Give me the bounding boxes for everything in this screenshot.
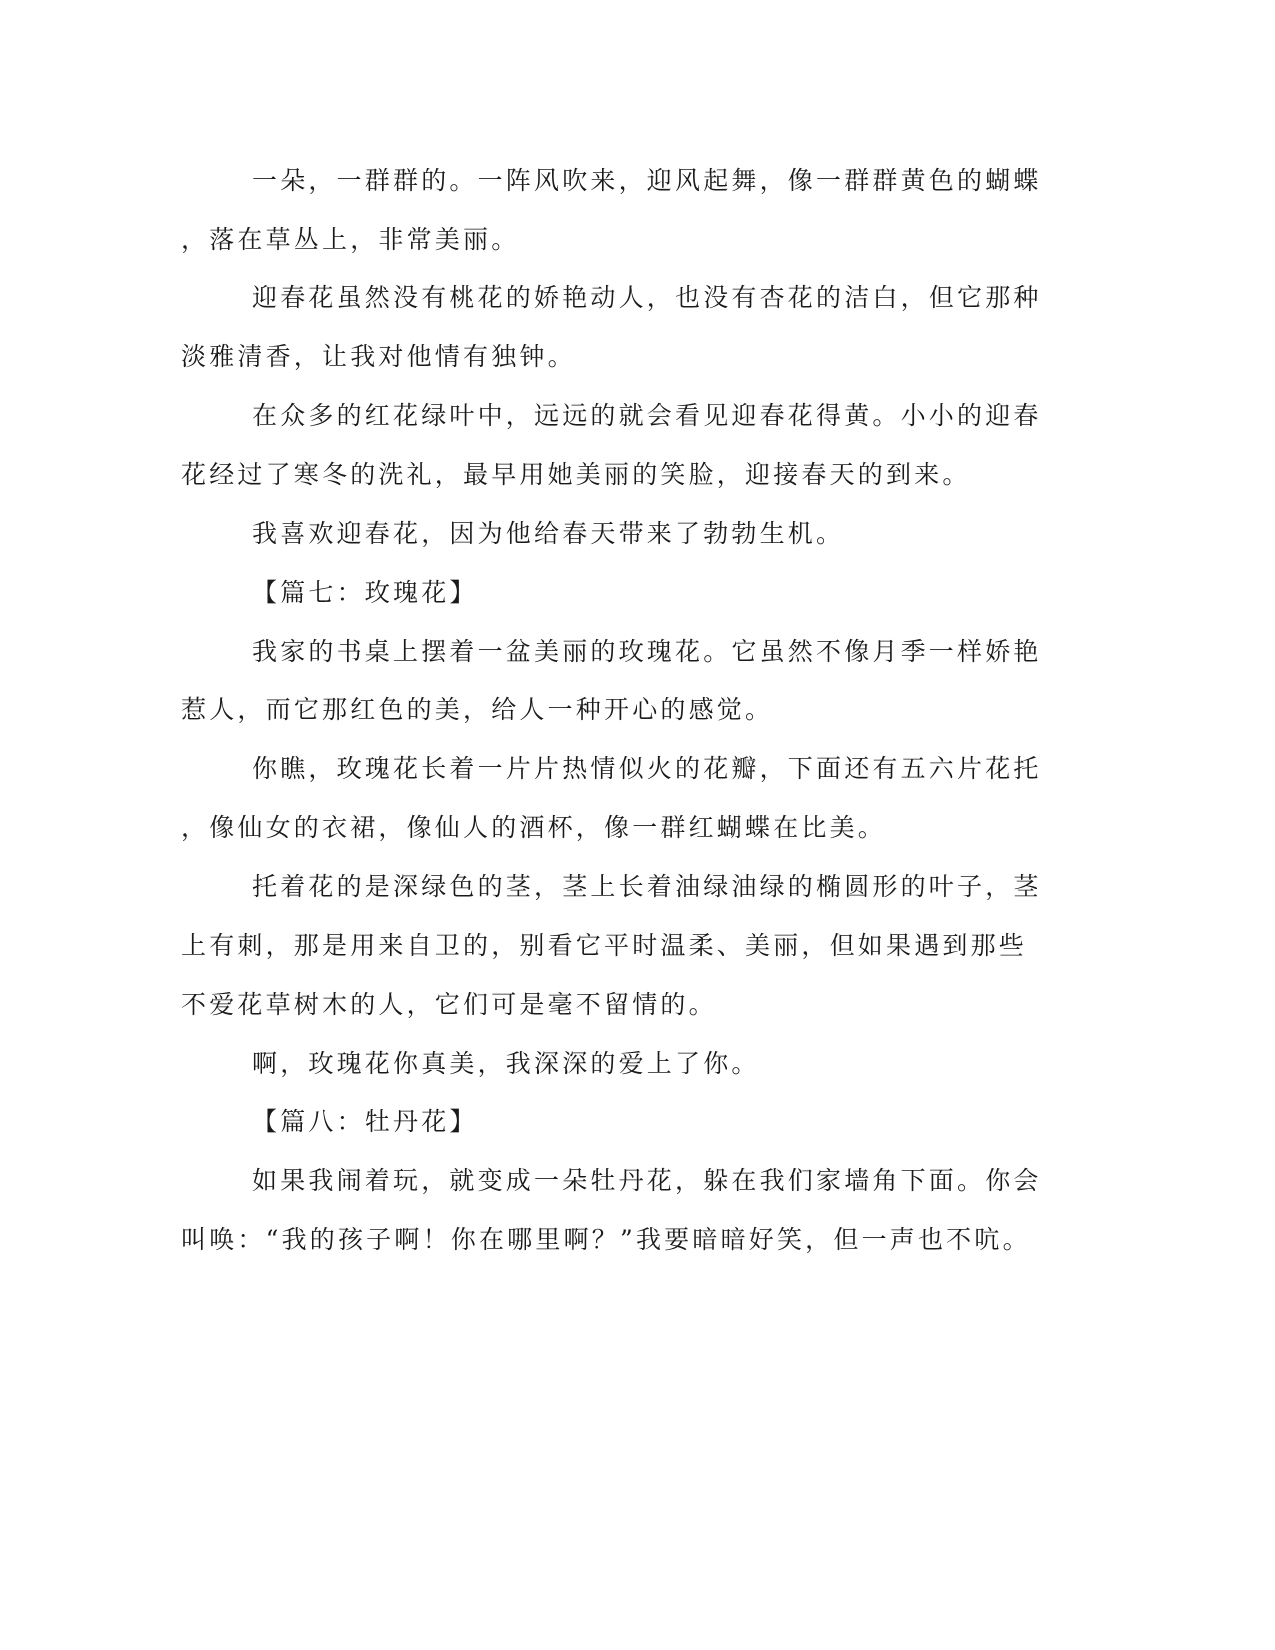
paragraph-line: 如果我闹着玩，就变成一朵牡丹花，躲在我们家墙角下面。你会 <box>252 1166 1042 1195</box>
paragraph-line: 一朵，一群群的。一阵风吹来，迎风起舞，像一群群黄色的蝴蝶 <box>252 166 1042 195</box>
paragraph-line: 你瞧，玫瑰花长着一片片热情似火的花瓣，下面还有五六片花托 <box>252 754 1042 783</box>
paragraph-line: 啊，玫瑰花你真美，我深深的爱上了你。 <box>252 1049 760 1078</box>
paragraph-line: 淡雅清香，让我对他情有独钟。 <box>181 342 576 371</box>
paragraph-line: 惹人，而它那红色的美，给人一种开心的感觉。 <box>181 695 774 724</box>
section-heading: 【篇八：牡丹花】 <box>252 1107 478 1136</box>
paragraph-line: 迎春花虽然没有桃花的娇艳动人，也没有杏花的洁白，但它那种 <box>252 283 1042 312</box>
paragraph-line: 上有刺，那是用来自卫的，别看它平时温柔、美丽，但如果遇到那些 <box>181 931 1028 960</box>
paragraph-line: 我喜欢迎春花，因为他给春天带来了勃勃生机。 <box>252 519 845 548</box>
paragraph-line: 在众多的红花绿叶中，远远的就会看见迎春花得黄。小小的迎春 <box>252 401 1042 430</box>
paragraph-line: ，像仙女的衣裙，像仙人的酒杯，像一群红蝴蝶在比美。 <box>181 813 887 842</box>
paragraph-line: 叫唤：“我的孩子啊！你在哪里啊？”我要暗暗好笑，但一声也不吭。 <box>181 1225 1031 1254</box>
paragraph-line: 不爱花草树木的人，它们可是毫不留情的。 <box>181 990 717 1019</box>
paragraph-line: 花经过了寒冬的洗礼，最早用她美丽的笑脸，迎接春天的到来。 <box>181 460 971 489</box>
paragraph-line: 我家的书桌上摆着一盆美丽的玫瑰花。它虽然不像月季一样娇艳 <box>252 637 1042 666</box>
paragraph-line: 托着花的是深绿色的茎，茎上长着油绿油绿的椭圆形的叶子，茎 <box>252 872 1042 901</box>
paragraph-line: ，落在草丛上，非常美丽。 <box>181 225 520 254</box>
section-heading: 【篇七：玫瑰花】 <box>252 578 478 607</box>
